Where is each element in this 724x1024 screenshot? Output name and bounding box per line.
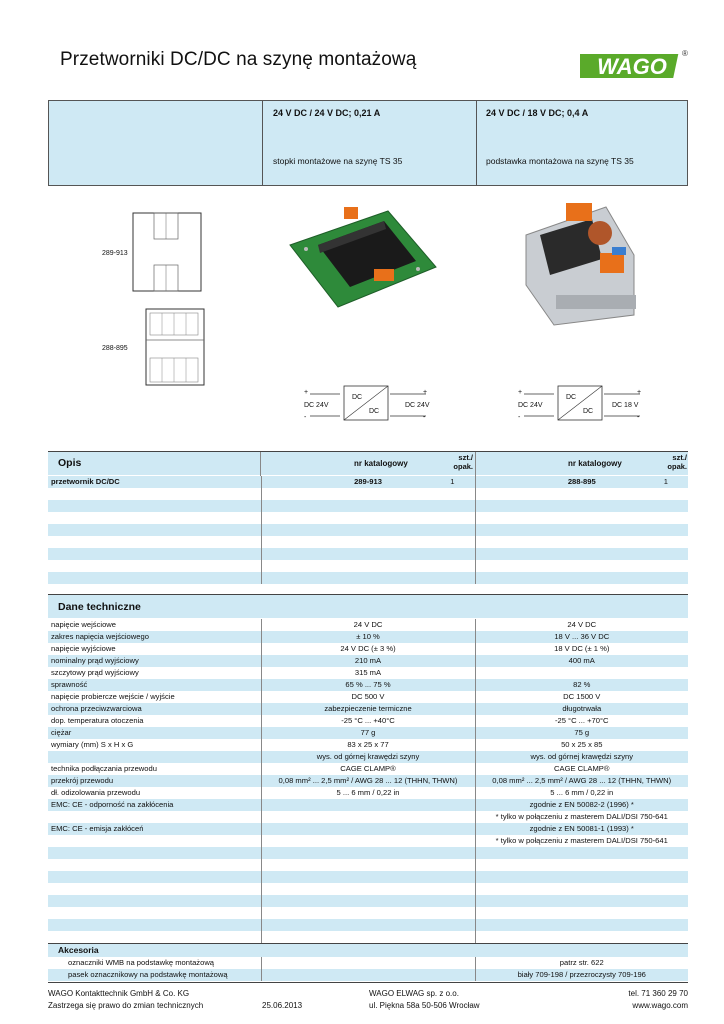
schematic-1-plus-in: + xyxy=(304,389,309,396)
page-title: Przetworniki DC/DC na szynę montażową xyxy=(60,49,417,70)
tech-cell-p1: 65 % ... 75 % xyxy=(261,679,475,691)
tech-cell-p1: 0,08 mm² ... 2,5 mm² / AWG 28 ... 12 (THHN, THWN) xyxy=(261,775,475,787)
tech-table xyxy=(48,619,688,943)
tech-row-empty xyxy=(48,859,688,871)
tech-cell-p2: CAGE CLAMP® xyxy=(475,763,688,775)
drawing-1-label: 289-913 xyxy=(102,250,128,257)
footer-date: 25.06.2013 xyxy=(262,1001,303,1010)
footer-address: ul. Piękna 58a 50-506 Wrocław xyxy=(369,1001,480,1010)
tech-cell-label xyxy=(48,811,261,823)
tech-cell-p1: DC 500 V xyxy=(261,691,475,703)
tech-cell-p2: 24 V DC xyxy=(475,619,688,631)
tech-row-empty xyxy=(48,919,688,931)
tech-cell-p2: -25 °C ... +70°C xyxy=(475,715,688,727)
tech-cell-p2: wys. od górnej krawędzi szyny xyxy=(475,751,688,763)
accessory-cell-p1 xyxy=(261,957,475,969)
tech-cell-p2: 18 V ... 36 V DC xyxy=(475,631,688,643)
schematic-1-minus-in: - xyxy=(304,414,307,421)
order-row xyxy=(48,476,688,488)
accessory-cell-p2: patrz str. 622 xyxy=(475,957,688,969)
tech-row xyxy=(48,775,688,787)
accessory-row xyxy=(48,969,688,981)
tech-row xyxy=(48,667,688,679)
product-288-895-image xyxy=(516,195,646,330)
accessories-heading: Akcesoria xyxy=(58,945,99,955)
tech-cell-p2: 50 x 25 x 85 xyxy=(475,739,688,751)
tech-row xyxy=(48,823,688,835)
accessory-cell-p1 xyxy=(261,969,475,981)
tech-row xyxy=(48,691,688,703)
footer-web: www.wago.com xyxy=(632,1001,688,1010)
tech-cell-p1: 77 g xyxy=(261,727,475,739)
tech-cell-label: dop. temperatura otoczenia xyxy=(48,715,261,727)
schematic-1-input-label: DC 24V xyxy=(304,402,329,409)
product-header-1 xyxy=(262,101,477,185)
schematic-2-output-label: DC 18 V xyxy=(612,402,639,409)
tech-row xyxy=(48,835,688,847)
product-1-mount: stopki montażowe na szynę TS 35 xyxy=(273,156,403,166)
tech-row-empty xyxy=(48,871,688,883)
tech-header xyxy=(48,594,688,618)
tech-cell-p2 xyxy=(475,667,688,679)
order-cell-p2 xyxy=(475,476,688,488)
col-catalog-2: nr katalogowy xyxy=(568,459,622,468)
tech-row xyxy=(48,751,688,763)
tech-row xyxy=(48,763,688,775)
order-cell-p1 xyxy=(261,476,475,488)
product-header-box xyxy=(48,100,688,186)
tech-cell-p1: CAGE CLAMP® xyxy=(261,763,475,775)
tech-row xyxy=(48,703,688,715)
tech-cell-p1: 5 ... 6 mm / 0,22 in xyxy=(261,787,475,799)
tech-cell-p2: zgodnie z EN 50081-1 (1993) * xyxy=(475,823,688,835)
tech-cell-p2: 18 V DC (± 1 %) xyxy=(475,643,688,655)
tech-cell-label: technika podłączania przewodu xyxy=(48,763,261,775)
order-table xyxy=(48,476,688,584)
tech-cell-label: ciężar xyxy=(48,727,261,739)
schematic-2-minus-out: - xyxy=(637,414,640,421)
product-2-name: 24 V DC / 18 V DC; 0,4 A xyxy=(486,108,589,118)
drawing-2-label: 288-895 xyxy=(102,345,128,352)
tech-cell-label: sprawność xyxy=(48,679,261,691)
tech-cell-p2: 400 mA xyxy=(475,655,688,667)
tech-cell-label xyxy=(48,835,261,847)
product-2-mount: podstawka montażowa na szynę TS 35 xyxy=(486,156,634,166)
order-p1-qty: 1 xyxy=(450,477,455,486)
schematic-1-dc-in: DC xyxy=(352,394,363,401)
drawing-289-913 xyxy=(132,212,204,294)
tech-cell-p2: długotrwała xyxy=(475,703,688,715)
schematic-2-dc-out: DC xyxy=(583,408,594,415)
accessory-cell-p2: biały 709-198 / przezroczysty 709-196 xyxy=(475,969,688,981)
tech-row xyxy=(48,655,688,667)
accessory-cell-label: oznaczniki WMB na podstawkę montażową xyxy=(48,957,261,969)
tech-cell-label xyxy=(48,751,261,763)
tech-row xyxy=(48,631,688,643)
drawing-288-895 xyxy=(145,308,207,388)
col-qty-1: szt./ opak. xyxy=(453,453,473,471)
tech-row xyxy=(48,679,688,691)
tech-cell-label: EMC: CE - odporność na zakłócenia xyxy=(48,799,261,811)
order-p1-catalog: 289-913 xyxy=(354,477,382,486)
tech-cell-label: przekrój przewodu xyxy=(48,775,261,787)
schematic-2-input-label: DC 24V xyxy=(518,402,543,409)
tech-cell-p2: DC 1500 V xyxy=(475,691,688,703)
tech-row xyxy=(48,727,688,739)
tech-cell-label: nominalny prąd wyjściowy xyxy=(48,655,261,667)
tech-cell-p1 xyxy=(261,799,475,811)
tech-cell-label: napięcie probiercze wejście / wyjście xyxy=(48,691,261,703)
tech-row-empty xyxy=(48,883,688,895)
tech-cell-p1: 24 V DC (± 3 %) xyxy=(261,643,475,655)
tech-cell-label: dł. odizolowania przewodu xyxy=(48,787,261,799)
tech-row-empty xyxy=(48,847,688,859)
tech-cell-p1: 24 V DC xyxy=(261,619,475,631)
logo-text: WAGO xyxy=(597,54,667,79)
tech-cell-p1: 210 mA xyxy=(261,655,475,667)
order-heading: Opis xyxy=(58,457,82,469)
tech-cell-label: wymiary (mm) S x H x G xyxy=(48,739,261,751)
tech-cell-p2: * tylko w połączeniu z masterem DALI/DSI 750-641 xyxy=(475,835,688,847)
tech-cell-label: napięcie wyjściowe xyxy=(48,643,261,655)
tech-cell-label: napięcie wejściowe xyxy=(48,619,261,631)
footer-note: Zastrzega się prawo do zmian technicznych xyxy=(48,1001,204,1010)
tech-cell-p2: 82 % xyxy=(475,679,688,691)
order-p2-qty: 1 xyxy=(663,477,668,486)
tech-cell-p1: 83 x 25 x 77 xyxy=(261,739,475,751)
tech-cell-p1: wys. od górnej krawędzi szyny xyxy=(261,751,475,763)
tech-row xyxy=(48,715,688,727)
schematic-2-plus-out: + xyxy=(637,389,642,396)
tech-cell-p2: 5 ... 6 mm / 0,22 in xyxy=(475,787,688,799)
accessory-row xyxy=(48,957,688,969)
tech-cell-label: EMC: CE - emisja zakłóceń xyxy=(48,823,261,835)
schematic-2-dc-in: DC xyxy=(566,394,577,401)
schematic-1-dc-out: DC xyxy=(369,408,380,415)
logo-registered-mark: ® xyxy=(682,49,688,58)
accessories-table xyxy=(48,957,688,981)
tech-cell-p1: zabezpieczenie termiczne xyxy=(261,703,475,715)
tech-cell-p1: ± 10 % xyxy=(261,631,475,643)
tech-row-empty xyxy=(48,907,688,919)
product-header-2 xyxy=(476,101,688,185)
tech-row xyxy=(48,799,688,811)
col-qty-2: szt./ opak. xyxy=(667,453,687,471)
tech-cell-p2: 0,08 mm² ... 2,5 mm² / AWG 28 ... 12 (THHN, THWN) xyxy=(475,775,688,787)
schematic-1-plus-out: + xyxy=(423,389,428,396)
product-289-913-image xyxy=(288,205,438,310)
tech-cell-p2: * tylko w połączeniu z masterem DALI/DSI 750-641 xyxy=(475,811,688,823)
tech-cell-p1 xyxy=(261,823,475,835)
tech-cell-p2: zgodnie z EN 50082-2 (1996) * xyxy=(475,799,688,811)
wago-logo xyxy=(580,46,688,82)
product-1-name: 24 V DC / 24 V DC; 0,21 A xyxy=(273,108,381,118)
order-row-label: przetwornik DC/DC xyxy=(48,476,261,488)
tech-cell-p1 xyxy=(261,811,475,823)
accessories-header xyxy=(48,943,688,957)
tech-heading: Dane techniczne xyxy=(58,601,141,613)
tech-row-empty xyxy=(48,931,688,943)
schematic-1-minus-out: - xyxy=(423,414,426,421)
footer-partner: WAGO ELWAG sp. z o.o. xyxy=(369,989,459,998)
schematic-2-plus-in: + xyxy=(518,389,523,396)
tech-row xyxy=(48,619,688,631)
tech-cell-label: szczytowy prąd wyjściowy xyxy=(48,667,261,679)
tech-row xyxy=(48,739,688,751)
tech-row xyxy=(48,643,688,655)
tech-cell-p1 xyxy=(261,835,475,847)
tech-cell-label: ochrona przeciwzwarciowa xyxy=(48,703,261,715)
tech-cell-p2: 75 g xyxy=(475,727,688,739)
tech-row-empty xyxy=(48,895,688,907)
tech-cell-label: zakres napięcia wejściowego xyxy=(48,631,261,643)
order-p2-catalog: 288-895 xyxy=(567,477,596,486)
footer-company: WAGO Kontakttechnik GmbH & Co. KG xyxy=(48,989,190,998)
col-catalog-1: nr katalogowy xyxy=(354,459,408,468)
accessory-cell-label: pasek oznacznikowy na podstawkę montażową xyxy=(48,969,261,981)
schematic-2-minus-in: - xyxy=(518,414,521,421)
tech-row xyxy=(48,787,688,799)
tech-cell-p1: -25 °C ... +40°C xyxy=(261,715,475,727)
footer-phone: tel. 71 360 29 70 xyxy=(628,989,688,998)
tech-row xyxy=(48,811,688,823)
tech-cell-p1: 315 mA xyxy=(261,667,475,679)
schematic-1-output-label: DC 24V xyxy=(405,402,430,409)
order-header xyxy=(48,451,688,475)
